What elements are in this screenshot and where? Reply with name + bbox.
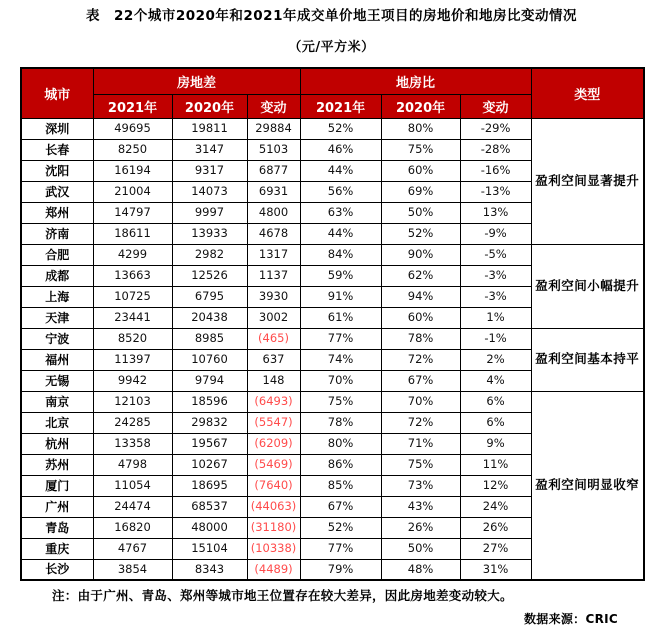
header-row-groups: [21, 68, 644, 94]
value-cell: 69%: [381, 181, 460, 202]
value-cell: 67%: [381, 370, 460, 391]
value-cell: (6493): [247, 391, 300, 412]
value-cell: 8520: [93, 328, 172, 349]
city-cell: 深圳: [21, 118, 93, 139]
value-cell: 10267: [172, 454, 247, 475]
value-cell: 80%: [381, 118, 460, 139]
value-cell: -29%: [460, 118, 531, 139]
value-cell: 16820: [93, 517, 172, 538]
value-cell: -3%: [460, 286, 531, 307]
value-cell: 48%: [381, 559, 460, 580]
value-cell: 61%: [300, 307, 381, 328]
value-cell: 8343: [172, 559, 247, 580]
value-cell: 23441: [93, 307, 172, 328]
value-cell: (44063): [247, 496, 300, 517]
value-cell: 2982: [172, 244, 247, 265]
value-cell: 18695: [172, 475, 247, 496]
value-cell: 70%: [300, 370, 381, 391]
value-cell: 63%: [300, 202, 381, 223]
value-cell: 24285: [93, 412, 172, 433]
value-cell: 12%: [460, 475, 531, 496]
value-cell: 9%: [460, 433, 531, 454]
value-cell: 13%: [460, 202, 531, 223]
value-cell: 50%: [381, 538, 460, 559]
value-cell: 43%: [381, 496, 460, 517]
value-cell: 14073: [172, 181, 247, 202]
value-cell: 4800: [247, 202, 300, 223]
city-cell: 北京: [21, 412, 93, 433]
value-cell: 11054: [93, 475, 172, 496]
value-cell: 86%: [300, 454, 381, 475]
value-cell: 48000: [172, 517, 247, 538]
value-cell: 59%: [300, 265, 381, 286]
value-cell: 73%: [381, 475, 460, 496]
value-cell: 31%: [460, 559, 531, 580]
value-cell: 75%: [381, 139, 460, 160]
value-cell: 44%: [300, 223, 381, 244]
value-cell: 56%: [300, 181, 381, 202]
city-cell: 长沙: [21, 559, 93, 580]
value-cell: 18611: [93, 223, 172, 244]
value-cell: -5%: [460, 244, 531, 265]
city-cell: 沈阳: [21, 160, 93, 181]
value-cell: (5469): [247, 454, 300, 475]
value-cell: 9794: [172, 370, 247, 391]
value-cell: 26%: [460, 517, 531, 538]
value-cell: 75%: [381, 454, 460, 475]
value-cell: 20438: [172, 307, 247, 328]
value-cell: 72%: [381, 412, 460, 433]
col-header-ratio-2020: 2020年: [381, 94, 460, 118]
value-cell: 80%: [300, 433, 381, 454]
city-cell: 杭州: [21, 433, 93, 454]
city-cell: 南京: [21, 391, 93, 412]
value-cell: 62%: [381, 265, 460, 286]
col-header-diff-2020: 2020年: [172, 94, 247, 118]
city-cell: 成都: [21, 265, 93, 286]
city-cell: 无锡: [21, 370, 93, 391]
value-cell: 49695: [93, 118, 172, 139]
value-cell: 44%: [300, 160, 381, 181]
value-cell: 19567: [172, 433, 247, 454]
value-cell: 67%: [300, 496, 381, 517]
value-cell: 85%: [300, 475, 381, 496]
value-cell: 4678: [247, 223, 300, 244]
value-cell: 9997: [172, 202, 247, 223]
value-cell: -28%: [460, 139, 531, 160]
value-cell: 10760: [172, 349, 247, 370]
value-cell: 6877: [247, 160, 300, 181]
col-header-diff-2021: 2021年: [93, 94, 172, 118]
value-cell: 52%: [300, 118, 381, 139]
value-cell: 4767: [93, 538, 172, 559]
value-cell: -1%: [460, 328, 531, 349]
value-cell: 6%: [460, 391, 531, 412]
value-cell: 12526: [172, 265, 247, 286]
data-table: [20, 67, 645, 581]
value-cell: 27%: [460, 538, 531, 559]
type-cell: 盈利空间显著提升: [531, 118, 644, 244]
value-cell: 637: [247, 349, 300, 370]
value-cell: -9%: [460, 223, 531, 244]
value-cell: 78%: [300, 412, 381, 433]
city-cell: 长春: [21, 139, 93, 160]
table-row: [21, 118, 644, 139]
city-cell: 武汉: [21, 181, 93, 202]
value-cell: 77%: [300, 328, 381, 349]
value-cell: 21004: [93, 181, 172, 202]
value-cell: -3%: [460, 265, 531, 286]
value-cell: 3854: [93, 559, 172, 580]
value-cell: 14797: [93, 202, 172, 223]
type-cell: 盈利空间小幅提升: [531, 244, 644, 328]
value-cell: 29832: [172, 412, 247, 433]
value-cell: 24%: [460, 496, 531, 517]
value-cell: 148: [247, 370, 300, 391]
value-cell: 4%: [460, 370, 531, 391]
city-cell: 重庆: [21, 538, 93, 559]
value-cell: 1137: [247, 265, 300, 286]
value-cell: 1%: [460, 307, 531, 328]
col-header-city: 城市: [21, 68, 93, 118]
value-cell: (5547): [247, 412, 300, 433]
value-cell: 60%: [381, 160, 460, 181]
col-header-land-price-ratio: 地房比: [300, 68, 531, 94]
value-cell: 91%: [300, 286, 381, 307]
table-body: [21, 118, 644, 580]
type-cell: 盈利空间基本持平: [531, 328, 644, 391]
value-cell: 90%: [381, 244, 460, 265]
value-cell: 13933: [172, 223, 247, 244]
value-cell: 74%: [300, 349, 381, 370]
value-cell: 11%: [460, 454, 531, 475]
value-cell: 46%: [300, 139, 381, 160]
value-cell: -16%: [460, 160, 531, 181]
city-cell: 苏州: [21, 454, 93, 475]
value-cell: -13%: [460, 181, 531, 202]
value-cell: 3147: [172, 139, 247, 160]
value-cell: 6931: [247, 181, 300, 202]
value-cell: 1317: [247, 244, 300, 265]
value-cell: 52%: [381, 223, 460, 244]
value-cell: 26%: [381, 517, 460, 538]
footnote: 注：由于广州、青岛、郑州等城市地王位置存在较大差异，因此房地差变动较大。: [52, 588, 513, 603]
col-header-price-land-diff: 房地差: [93, 68, 300, 94]
value-cell: 70%: [381, 391, 460, 412]
value-cell: (4489): [247, 559, 300, 580]
value-cell: (6209): [247, 433, 300, 454]
city-cell: 天津: [21, 307, 93, 328]
city-cell: 广州: [21, 496, 93, 517]
value-cell: 9942: [93, 370, 172, 391]
table-row: [21, 244, 644, 265]
value-cell: 5103: [247, 139, 300, 160]
value-cell: (465): [247, 328, 300, 349]
table-title: 表 22个城市2020年和2021年成交单价地王项目的房地价和地房比变动情况: [86, 8, 577, 24]
value-cell: 13358: [93, 433, 172, 454]
value-cell: 2%: [460, 349, 531, 370]
value-cell: 77%: [300, 538, 381, 559]
value-cell: 16194: [93, 160, 172, 181]
value-cell: 9317: [172, 160, 247, 181]
value-cell: 18596: [172, 391, 247, 412]
city-cell: 上海: [21, 286, 93, 307]
value-cell: 11397: [93, 349, 172, 370]
value-cell: (31180): [247, 517, 300, 538]
table-unit: （元/平方米）: [288, 40, 375, 55]
value-cell: 60%: [381, 307, 460, 328]
value-cell: 6795: [172, 286, 247, 307]
value-cell: 13663: [93, 265, 172, 286]
type-cell: 盈利空间明显收窄: [531, 391, 644, 580]
data-source: 数据来源：CRIC: [523, 612, 618, 626]
value-cell: 8985: [172, 328, 247, 349]
col-header-diff-change: 变动: [247, 94, 300, 118]
value-cell: (7640): [247, 475, 300, 496]
city-cell: 合肥: [21, 244, 93, 265]
value-cell: 94%: [381, 286, 460, 307]
city-cell: 福州: [21, 349, 93, 370]
value-cell: 79%: [300, 559, 381, 580]
value-cell: 24474: [93, 496, 172, 517]
col-header-ratio-2021: 2021年: [300, 94, 381, 118]
value-cell: 75%: [300, 391, 381, 412]
value-cell: 29884: [247, 118, 300, 139]
city-cell: 宁波: [21, 328, 93, 349]
value-cell: 4299: [93, 244, 172, 265]
value-cell: 15104: [172, 538, 247, 559]
table-row: [21, 328, 644, 349]
value-cell: 19811: [172, 118, 247, 139]
value-cell: 71%: [381, 433, 460, 454]
value-cell: 3930: [247, 286, 300, 307]
value-cell: 12103: [93, 391, 172, 412]
value-cell: 4798: [93, 454, 172, 475]
table-row: [21, 391, 644, 412]
city-cell: 郑州: [21, 202, 93, 223]
value-cell: 84%: [300, 244, 381, 265]
value-cell: 78%: [381, 328, 460, 349]
value-cell: 68537: [172, 496, 247, 517]
city-cell: 厦门: [21, 475, 93, 496]
value-cell: 10725: [93, 286, 172, 307]
value-cell: 6%: [460, 412, 531, 433]
value-cell: (10338): [247, 538, 300, 559]
city-cell: 济南: [21, 223, 93, 244]
col-header-ratio-change: 变动: [460, 94, 531, 118]
value-cell: 72%: [381, 349, 460, 370]
value-cell: 50%: [381, 202, 460, 223]
value-cell: 3002: [247, 307, 300, 328]
value-cell: 52%: [300, 517, 381, 538]
col-header-type: 类型: [531, 68, 644, 118]
city-cell: 青岛: [21, 517, 93, 538]
value-cell: 8250: [93, 139, 172, 160]
